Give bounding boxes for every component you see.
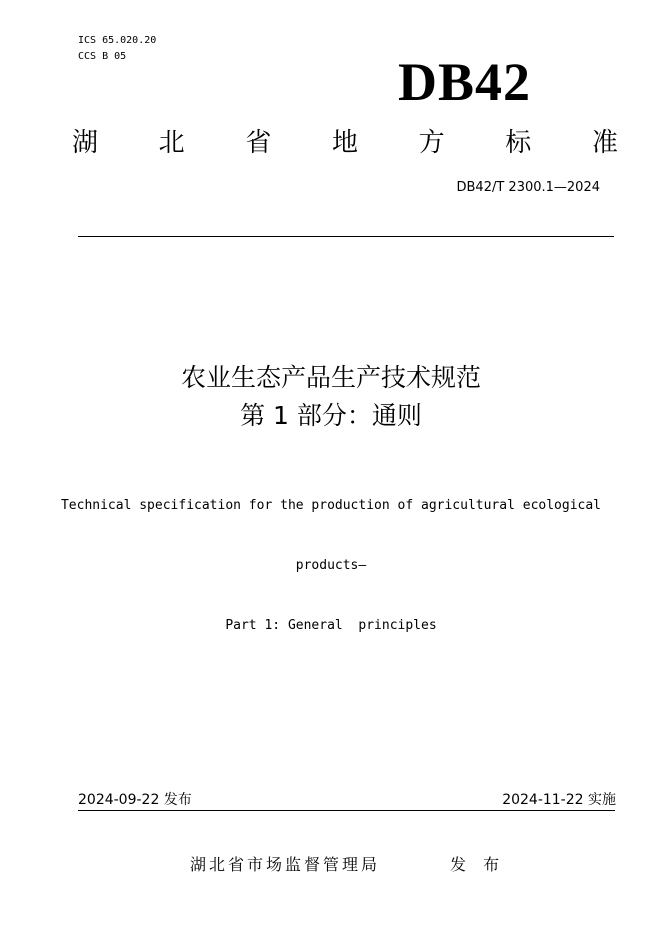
title-cn-line1: 农业生态产品生产技术规范 — [180, 363, 481, 392]
title-en — [40, 456, 622, 656]
standard-type-char: 湖 — [72, 128, 99, 158]
title-en-line3: Part 1: General principles — [225, 618, 437, 633]
issue-word: 发 布 — [450, 855, 506, 874]
standard-type-char: 标 — [505, 128, 532, 158]
standard-type-char: 北 — [158, 128, 185, 158]
title-en-line1: Technical specification for the production of agricultural ecological — [60, 498, 602, 513]
standard-number: DB42/T 2300.1—2024 — [456, 180, 600, 195]
standard-type-char: 准 — [591, 128, 618, 158]
ics-code: ICS 65.020.20 — [78, 35, 157, 46]
standard-type-char: 省 — [245, 128, 272, 158]
header-divider — [78, 236, 614, 237]
classification-codes — [78, 33, 156, 65]
standard-type-heading — [72, 126, 618, 160]
ccs-code: CCS B 05 — [78, 51, 127, 62]
footer-divider — [78, 810, 615, 811]
effective-date: 2024-11-22 实施 — [502, 792, 616, 808]
db42-logo: DB42 — [398, 52, 532, 112]
issuer-name: 湖北省市场监督管理局 — [190, 855, 381, 874]
standard-type-char: 方 — [418, 128, 445, 158]
standard-type-char: 地 — [331, 128, 358, 158]
title-en-line2: products— — [295, 558, 367, 573]
title-cn-line2: 第 1 部分：通则 — [240, 401, 422, 430]
publish-date: 2024-09-22 发布 — [78, 792, 192, 808]
